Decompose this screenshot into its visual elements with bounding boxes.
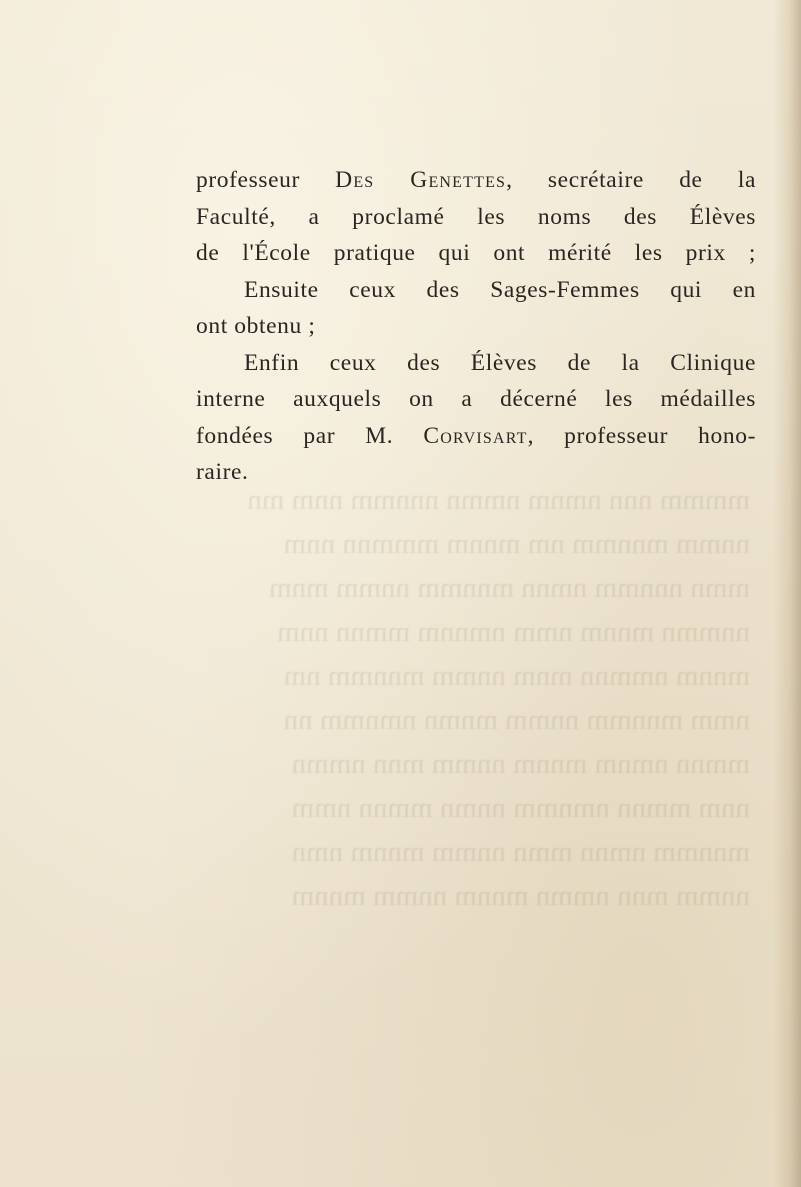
text-line-1: professeur Des Genettes, secrétaire de la: [196, 167, 756, 193]
text-line-2: Faculté, a proclamé les noms des Élèves: [196, 203, 756, 230]
body-text: [196, 162, 756, 491]
text-line-7: interne auxquels on a décerné les médailles: [196, 386, 756, 412]
text-line-6: Enfin ceux des Élèves de la Clinique: [244, 349, 756, 376]
name-corvisart: Corvisart: [423, 422, 528, 449]
name-des-genettes: Des Genettes: [335, 167, 507, 193]
text-line-8: fondées par M. Corvisart, professeur hono-: [196, 422, 756, 449]
text-line-5: ont obtenu ;: [196, 313, 316, 339]
show-through-texture: mmmm nnn nmnm nmmn nnnmm nnm mn nnmm mnnmm nm mnnm mmmnn nnm mmn nnnmm nmnn mnnmm nnmm mnm nnmmn mnnm nmm nmnnm mmnn nnm mnnm nmmnn mnm nnmm mnnmm nm nmm mnnmm nnmm mnmn nmnmm nn mmnn nmnm mnnm nnmm mnn nmmn nnm mmnn nmnmm nnmn mmnn nmm mnnmm nmnn mmn nnmm mnnm nmn nnmm mnn nmmn mnnm nnmm mnnm: [247, 484, 750, 912]
page-edge-shadow: [773, 0, 801, 1187]
text-line-4: Ensuite ceux des Sages-Femmes qui en: [244, 276, 756, 303]
text-line-3: de l'École pratique qui ont mérité les prix ;: [196, 240, 756, 266]
text-line-9: raire.: [196, 459, 249, 485]
